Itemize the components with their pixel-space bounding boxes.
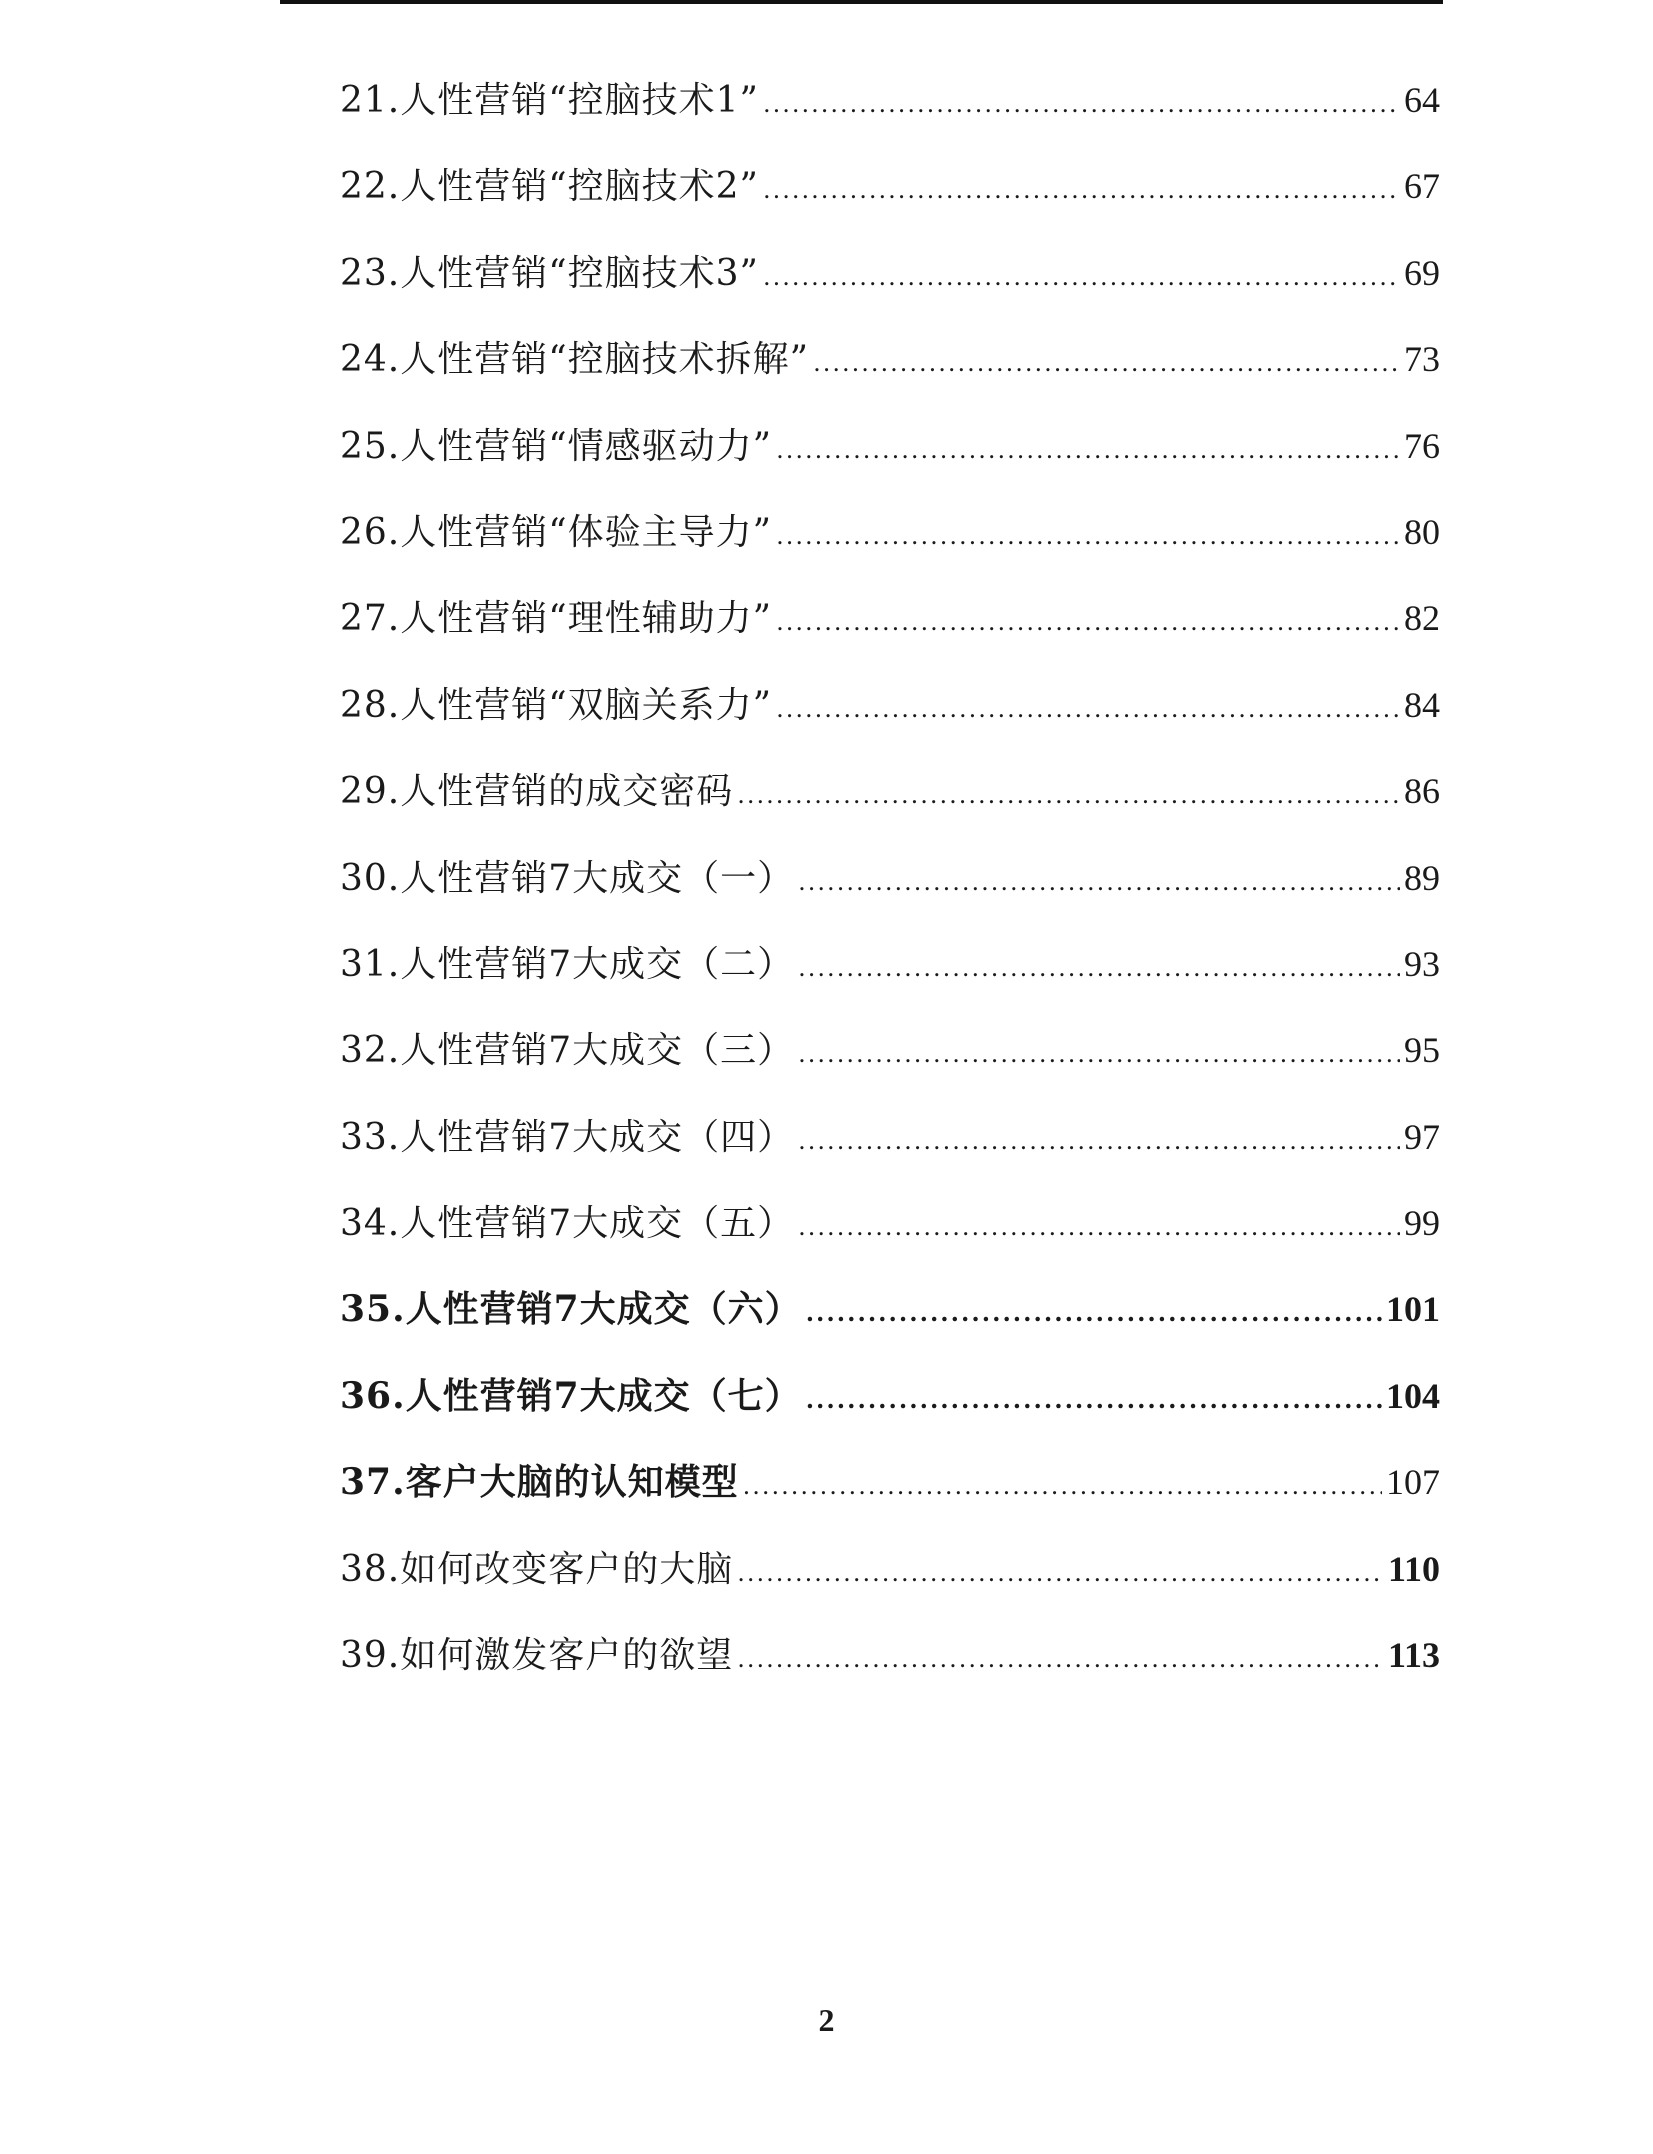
toc-dot-leader [798, 1213, 1400, 1241]
toc-entry-title: 24.人性营销“控脑技术拆解” [340, 339, 810, 381]
toc-entry[interactable] [340, 936, 1440, 1022]
toc-dot-leader [737, 1645, 1384, 1673]
toc-entry-title: 23.人性营销“控脑技术3” [340, 252, 759, 294]
toc-dot-leader [798, 1040, 1400, 1068]
toc-entry-page: 76 [1404, 425, 1440, 466]
toc-dot-leader [776, 522, 1400, 550]
toc-dot-leader [763, 90, 1400, 118]
toc-entry-page: 67 [1404, 166, 1440, 207]
toc-entry-page: 82 [1404, 598, 1440, 639]
toc-entry-page: 99 [1404, 1203, 1440, 1244]
toc-dot-leader [776, 436, 1400, 464]
toc-entry-title: 33.人性营销7大成交（四） [340, 1116, 795, 1158]
toc-entry[interactable] [340, 1195, 1440, 1281]
toc-entry-title: 31.人性营销7大成交（二） [340, 943, 795, 985]
toc-entry-page: 64 [1404, 80, 1440, 120]
toc-dot-leader [806, 1385, 1382, 1414]
toc-entry-title: 34.人性营销7大成交（五） [340, 1203, 795, 1245]
toc-entry[interactable] [340, 504, 1440, 590]
toc-entry-page: 80 [1404, 511, 1440, 552]
toc-entry[interactable] [340, 331, 1440, 417]
toc-dot-leader [737, 781, 1400, 809]
toc-entry-title: 37.客户大脑的认知模型 [340, 1461, 739, 1504]
toc-entry[interactable] [340, 245, 1440, 331]
toc-entry-title: 32.人性营销7大成交（三） [340, 1030, 795, 1072]
toc-entry-page: 89 [1404, 857, 1440, 898]
toc-dot-leader [737, 1559, 1384, 1587]
toc-dot-leader [763, 263, 1400, 291]
toc-entry-title: 30.人性营销7大成交（一） [340, 857, 795, 899]
toc-entry[interactable] [340, 1281, 1440, 1367]
toc-entry-page: 93 [1404, 943, 1440, 984]
toc-entry[interactable] [340, 590, 1440, 676]
toc-entry[interactable] [340, 1454, 1440, 1540]
toc-dot-leader [798, 868, 1400, 896]
toc-dot-leader [763, 176, 1400, 204]
table-of-contents [340, 72, 1440, 1713]
toc-entry-page: 97 [1404, 1116, 1440, 1157]
toc-entry-page: 101 [1386, 1289, 1440, 1330]
toc-entry-page: 73 [1404, 339, 1440, 380]
toc-entry-page: 104 [1386, 1375, 1440, 1416]
page-number: 2 [818, 2002, 835, 2038]
toc-entry[interactable] [340, 1022, 1440, 1108]
toc-entry-page: 107 [1386, 1462, 1440, 1503]
toc-entry[interactable] [340, 850, 1440, 936]
toc-entry[interactable] [340, 72, 1440, 158]
toc-entry-title: 36.人性营销7大成交（七） [340, 1374, 802, 1417]
toc-dot-leader [776, 695, 1400, 723]
toc-entry-page: 84 [1404, 684, 1440, 725]
toc-dot-leader [776, 608, 1400, 636]
toc-entry[interactable] [340, 677, 1440, 763]
toc-entry[interactable] [340, 1368, 1440, 1454]
toc-entry-title: 38.如何改变客户的大脑 [340, 1548, 734, 1590]
toc-dot-leader [806, 1298, 1382, 1327]
toc-entry[interactable] [340, 763, 1440, 849]
toc-entry-page: 110 [1387, 1548, 1440, 1589]
toc-entry-title: 22.人性营销“控脑技术2” [340, 166, 759, 208]
toc-entry-title: 21.人性营销“控脑技术1” [340, 80, 759, 121]
toc-entry-title: 39.如何激发客户的欲望 [340, 1635, 734, 1677]
top-rule [280, 0, 1443, 4]
toc-entry-title: 28.人性营销“双脑关系力” [340, 684, 773, 726]
toc-entry-page: 86 [1404, 771, 1440, 812]
toc-entry-page: 95 [1404, 1030, 1440, 1071]
toc-dot-leader [813, 349, 1400, 377]
toc-entry[interactable] [340, 1541, 1440, 1627]
toc-entry[interactable] [340, 158, 1440, 244]
toc-dot-leader [798, 1127, 1400, 1155]
toc-entry-page: 113 [1387, 1635, 1440, 1676]
toc-entry-title: 26.人性营销“体验主导力” [340, 511, 773, 553]
toc-dot-leader [743, 1472, 1382, 1500]
toc-entry-title: 25.人性营销“情感驱动力” [340, 425, 773, 467]
toc-dot-leader [798, 954, 1400, 982]
toc-entry-title: 35.人性营销7大成交（六） [340, 1288, 802, 1331]
toc-entry[interactable] [340, 1109, 1440, 1195]
toc-entry[interactable] [340, 1627, 1440, 1713]
toc-entry[interactable] [340, 418, 1440, 504]
toc-entry-page: 69 [1404, 252, 1440, 293]
toc-entry-title: 27.人性营销“理性辅助力” [340, 598, 773, 640]
toc-entry-title: 29.人性营销的成交密码 [340, 771, 734, 813]
